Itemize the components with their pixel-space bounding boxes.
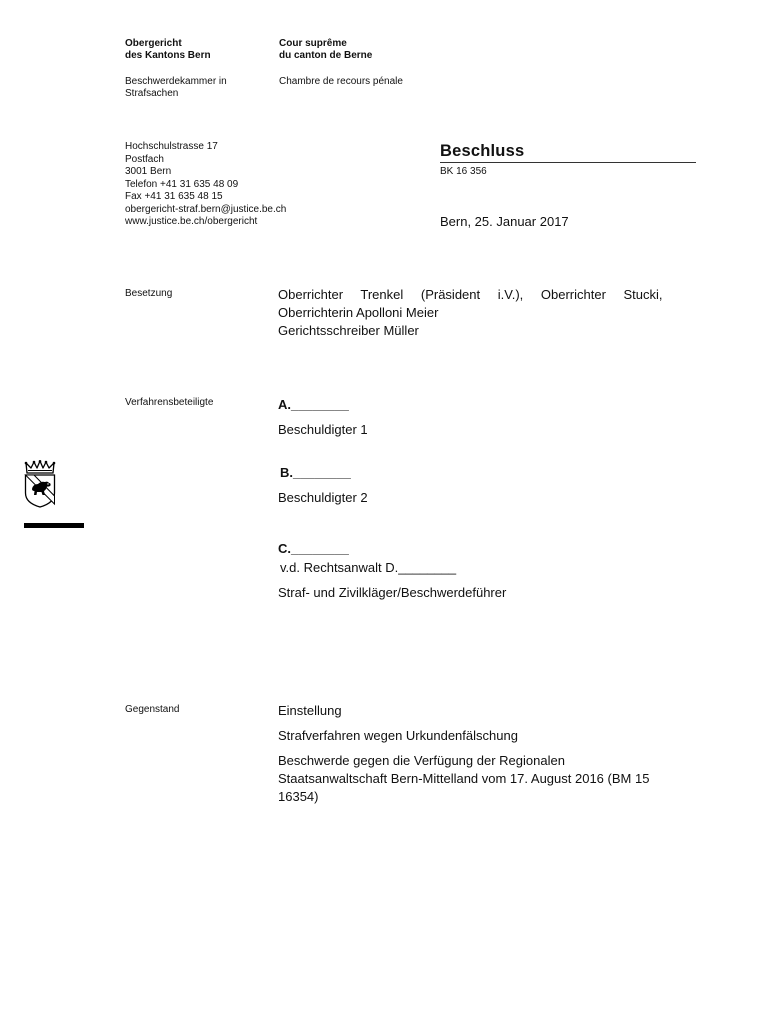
subject-item-1: Einstellung [278, 703, 342, 718]
bern-coat-of-arms-icon [24, 460, 56, 508]
subject-label: Gegenstand [125, 704, 180, 715]
parties-label: Verfahrensbeteiligte [125, 397, 214, 408]
subject-item-3: Beschwerde gegen die Verfügung der Regionalen Staatsanwaltschaft Bern-Mittelland vom 17. August 2016 (BM 15 16354) [278, 753, 650, 804]
party-a-role: Beschuldigter 1 [278, 422, 368, 437]
place-date: Bern, 25. Januar 2017 [440, 214, 569, 229]
party-c-role: Straf- und Zivilkläger/Beschwerdeführer [278, 585, 507, 600]
party-a-name: A.________ [278, 397, 349, 412]
chamber-name-fr: Chambre de recours pénale [279, 76, 403, 87]
divider-rule [24, 523, 84, 528]
party-b-name: B.________ [280, 465, 351, 480]
chamber-name-de: Beschwerdekammer in Strafsachen [125, 76, 227, 99]
besetzung-content: Oberrichter Trenkel (Präsident i.V.), Oberrichter Stucki, Oberrichterin Apolloni Meier Gerichtsschreiber Müller [278, 287, 663, 338]
court-name-de: Obergericht des Kantons Bern [125, 38, 211, 61]
subject-item-2: Strafverfahren wegen Urkundenfälschung [278, 728, 518, 743]
court-address: Hochschulstrasse 17 Postfach 3001 Bern Telefon +41 31 635 48 09 Fax +41 31 635 48 15 obergericht-straf.bern@justice.be.ch www.justice.be.ch/obergericht [125, 141, 287, 227]
party-b-role: Beschuldigter 2 [278, 490, 368, 505]
besetzung-label: Besetzung [125, 288, 173, 299]
case-number: BK 16 356 [440, 166, 487, 177]
party-c-name: C.________ [278, 541, 349, 556]
decision-title: Beschluss [440, 142, 696, 163]
party-c-counsel: v.d. Rechtsanwalt D.________ [280, 560, 457, 575]
court-name-fr: Cour suprême du canton de Berne [279, 38, 373, 61]
